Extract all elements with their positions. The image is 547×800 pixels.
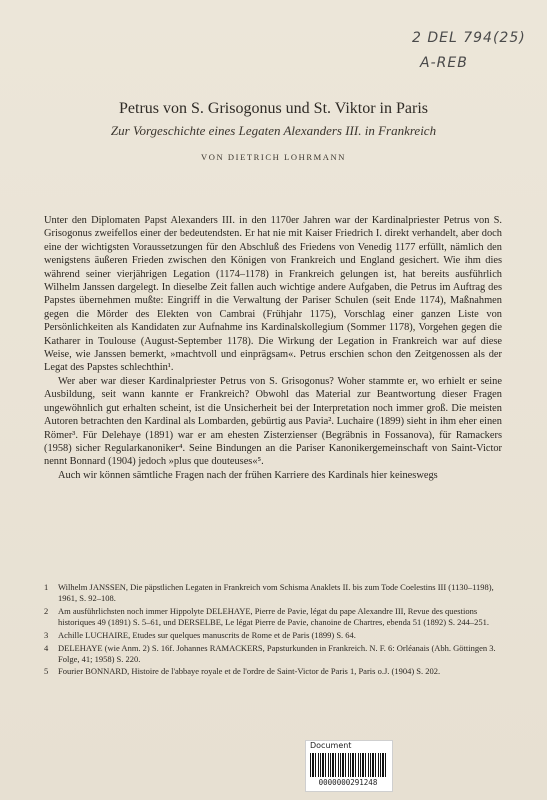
- handwritten-shelfmark: 2 DEL 794(25): [412, 30, 526, 46]
- footnote: [44, 643, 502, 665]
- article-title: Petrus von S. Grisogonus und St. Viktor in Paris: [119, 100, 428, 117]
- footnote: [44, 630, 502, 641]
- footnote-text: Am ausführlichsten noch immer Hippolyte DELEHAYE, Pierre de Pavie, légat du pape Alexandre III, Revue des questions historiques 49 (1891) S. 5–61, und DERSELBE, Le légat Pierre de Pavie, chanoine de Chartres, ebenda 51 (1892) S. 244–251.: [58, 605, 490, 628]
- footnote: [44, 582, 502, 604]
- body-paragraph: Auch wir können sämtliche Fragen nach der frühen Karriere des Kardinals hier keineswegs: [58, 469, 438, 481]
- footnote-number: 3: [44, 629, 49, 640]
- barcode-number: 0000000291248: [318, 778, 378, 787]
- footnote: [44, 606, 502, 628]
- sticker-label: Document: [310, 741, 352, 750]
- footnote-number: 4: [44, 642, 49, 653]
- handwritten-note: A-REB: [420, 55, 468, 71]
- barcode-icon: [307, 753, 389, 777]
- footnote-text: Fourier BONNARD, Histoire de l'abbaye royale et de l'ordre de Saint-Victor de Paris 1, Paris o.J. (1904) S. 202.: [58, 666, 441, 677]
- body-paragraph: Unter den Diplomaten Papst Alexanders III. in den 1170er Jahren war der Kardinalpriester Petrus von S. Grisogonus zweifellos einer der bedeutendsten. Er hat nie mit Kaiser Friedrich I. direkt verhandelt, aber doch eine der wichtigsten Voraussetzungen für den Abschluß des Friedens von Venedig 1177 erfüllt, nämlich den wenigstens äußeren Frieden zwischen den Königen von Frankreich und England gesichert. Wie ihm dies während seiner vierjährigen Legation (1174–1178) in Frankreich gelungen ist, hat bereits ausführlich Wilhelm Janssen dargelegt. In dieselbe Zeit fallen auch wichtige andere Aufgaben, die Petrus im Auftrag des Papstes übernehmen mußte: Eingriff in die Verwaltung der Pariser Schulen (seit Ende 1174), Maßnahmen gegen die Mörder des Elekten von Cambrai (Frühjahr 1175), Vorschlag einer ganzen Liste von Persönlichkeiten als Kandidaten zur Aufnahme ins Kardinalskollegium (Sommer 1178), Vorgehen gegen die Katharer in Toulouse (August-September 1178). Die Wirkung der Legation in Frankreich war auf diese Weise, wie Janssen bemerkt, »machtvoll und einprägsam«. Petrus erschien schon den Zeitgenossen als der Legat des Papstes schlechthin¹.: [44, 215, 502, 374]
- footnotes: [44, 582, 502, 679]
- article-author: VON DIETRICH LOHRMANN: [200, 152, 347, 162]
- footnote: [44, 666, 502, 677]
- footnote-text: DELEHAYE (wie Anm. 2) S. 16f. Johannes RAMACKERS, Papsturkunden in Frankreich. N. F. 6: Orléanais (Abh. Göttingen 3. Folge, 41; 1958) S. 220.: [58, 642, 496, 664]
- footnote-number: 5: [44, 666, 49, 677]
- footnote-number: 1: [44, 582, 49, 592]
- article-subtitle: Zur Vorgeschichte eines Legaten Alexanders III. in Frankreich: [110, 123, 437, 138]
- footnote-text: Wilhelm JANSSEN, Die päpstlichen Legaten in Frankreich vom Schisma Anaklets II. bis zum Tode Coelestins III (1130–1198), 1961, S. 92–108.: [58, 582, 494, 604]
- footnote-number: 2: [44, 605, 49, 616]
- body-paragraph: Wer aber war dieser Kardinalpriester Petrus von S. Grisogonus? Woher stammte er, wo erhielt er seine Ausbildung, seit wann kannte er Frankreich? Obwohl das Material zur Beantwortung dieser Fragen ungewöhnlich gut erhalten scheint, ist die Unsicherheit bei der Interpretation noch immer groß. Die meisten Autoren betrachten den Kardinal als Lombarden, gebürtig aus Pavia². Luchaire (1899) sieht in ihm eher einen Römer³. Für Delehaye (1891) war er am ehesten Zisterzienser (Begräbnis in Fossanova), für Ramackers (1958) sicher Regularkanoniker⁴. Seine Bindungen an die Pariser Kanonikergemeinschaft von Saint-Victor nennt Bonnard (1904) jedoch »plus que douteuses«⁵.: [44, 375, 502, 468]
- footnote-text: Achille LUCHAIRE, Etudes sur quelques manuscrits de Rome et de Paris (1899) S. 64.: [58, 629, 356, 640]
- article-body: [44, 214, 502, 482]
